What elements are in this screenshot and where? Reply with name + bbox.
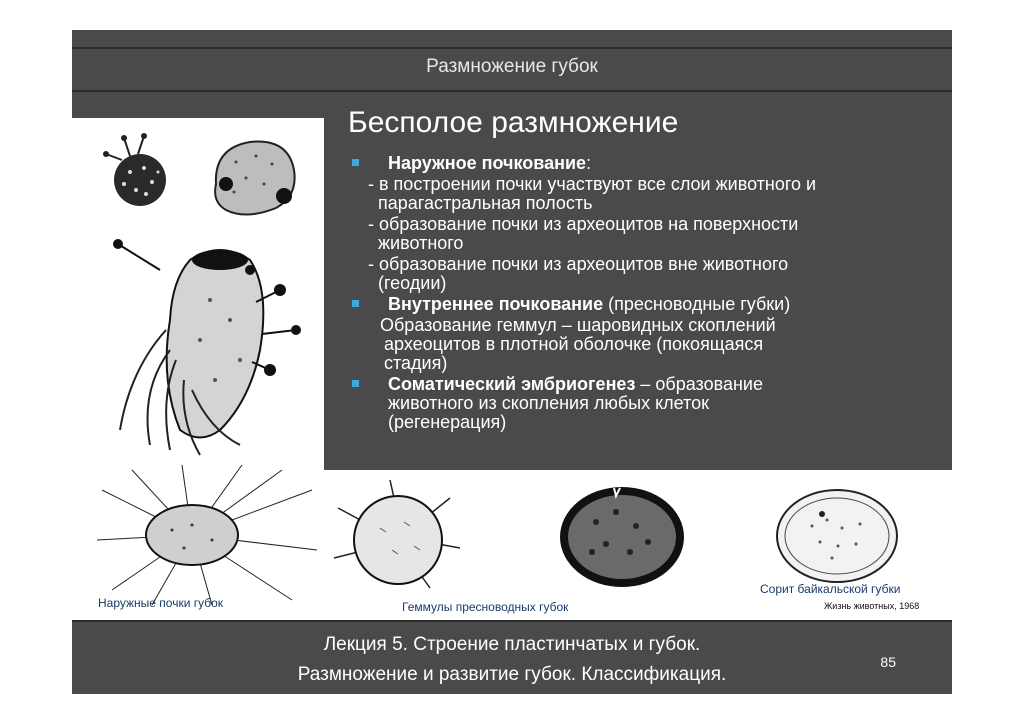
bullet-list [352,154,942,434]
bullet-title: Наружное почкование [388,153,587,173]
caption-source: Жизнь животных, 1968 [824,601,920,611]
sub-item [352,175,942,213]
bullet-square-icon [352,300,359,307]
title-bar [72,30,952,118]
bullet-title: Внутреннее почкование [388,294,604,314]
gemmule-section-illustration [556,482,688,592]
sorit-illustration [772,486,902,586]
slide [72,30,952,694]
section-heading: Бесполое размножение [348,106,679,139]
footer-lecture-subtitle: Размножение и развитие губок. Классификация. [297,664,727,685]
bullet-title: Соматический эмбриогенез [388,374,636,394]
paragraph-line: Образование геммул – шаровидных скоплений [380,315,776,335]
paragraph-line: археоцитов в плотной оболочке (покоящаяся [384,334,764,354]
bullet-external-budding [352,154,942,173]
large-budding-sponge-illustration [100,230,320,460]
bullet-square-icon [352,159,359,166]
bullet-text: (пресноводные губки) [603,294,791,314]
bullet-somatic-embryogenesis [352,375,942,432]
title-bar-stripe [72,47,952,49]
title-bar-stripe [72,90,952,92]
hollow-sponge-illustration [206,134,306,224]
sub-item-text: - в построении почки участвуют все слои животного и [368,174,817,194]
sub-item [352,215,942,253]
bullet-text: – образование [635,374,763,394]
sub-item-text: - образование почки из археоцитов вне животного [368,254,789,274]
bullet-internal-budding [352,295,942,314]
spiky-bud-illustration [92,460,322,610]
bullet-square-icon [352,380,359,387]
sub-item-text-cont: парагастральная полость [378,193,593,213]
bullet-paragraph [352,316,942,373]
caption-gemmules: Геммулы пресноводных губок [402,600,569,614]
gemmule-illustration [330,478,470,598]
footer-lecture-title: Лекция 5. Строение пластинчатых и губок. [323,634,701,655]
sub-item-text-cont: (геодии) [378,273,447,293]
slide-title: Размножение губок [426,56,598,77]
bullet-colon: : [586,153,592,173]
page-number: 85 [880,654,896,670]
footer-bar-stripe [72,620,952,622]
sub-item-text: - образование почки из археоцитов на поверхности [368,214,799,234]
footer-bar [72,620,952,694]
bullet-text-cont: животного из скопления любых клеток [388,393,710,413]
small-sponge-illustration [100,130,210,210]
sub-item-text-cont: животного [378,233,464,253]
sub-item [352,255,942,293]
paragraph-line: стадия) [384,353,448,373]
caption-sorit: Сорит байкальской губки [760,582,901,596]
bullet-text-cont: (регенерация) [388,412,507,432]
caption-external-buds: Наружные почки губок [98,596,224,610]
